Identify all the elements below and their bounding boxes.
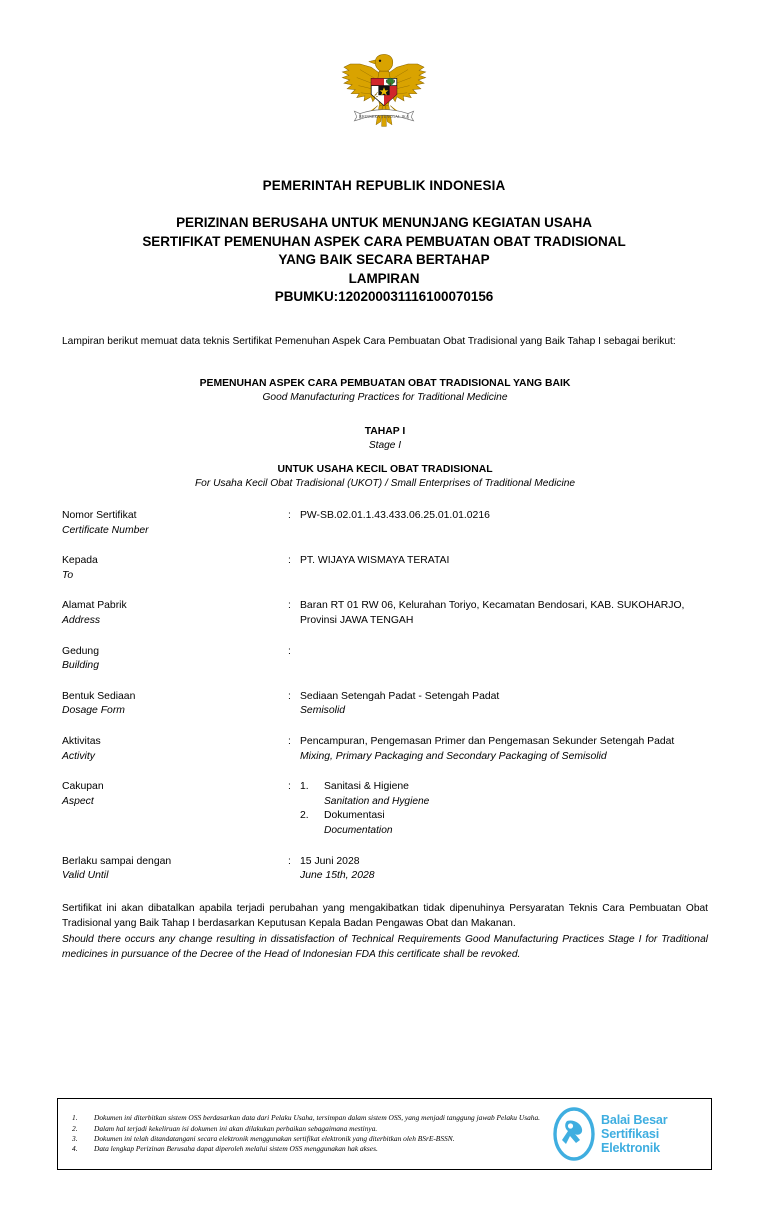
- field-value-en: Semisolid: [300, 705, 346, 717]
- field-row-building: [62, 645, 708, 674]
- aspect-item-en: Sanitation and Hygiene: [324, 795, 430, 807]
- title-line-3: YANG BAIK SECARA BERTAHAP: [278, 252, 490, 267]
- svg-text:BHINNEKA TUNGGAL IKA: BHINNEKA TUNGGAL IKA: [359, 114, 409, 119]
- field-label: [62, 645, 288, 674]
- document-title: [62, 214, 706, 307]
- aspect-item-en: Documentation: [324, 824, 393, 836]
- field-colon: :: [288, 645, 291, 657]
- title-line-1: PERIZINAN BERUSAHA UNTUK MENUNJANG KEGIATAN USAHA: [176, 215, 592, 230]
- bsre-logo-line-3: Elektronik: [601, 1141, 660, 1156]
- field-value: [300, 735, 708, 764]
- list-item: [300, 809, 708, 838]
- field-label: [62, 690, 288, 719]
- pbumku-number: PBUMKU:120200031116100070156: [274, 289, 494, 304]
- field-label-en: Building: [62, 660, 99, 672]
- field-value-en: June 15th, 2028: [300, 870, 375, 882]
- subtitle-scope: [62, 463, 708, 491]
- title-line-2: SERTIFIKAT PEMENUHAN ASPEK CARA PEMBUATAN OBAT TRADISIONAL: [142, 233, 626, 249]
- field-label: [62, 554, 288, 583]
- closing-paragraph-id: Sertifikat ini akan dibatalkan apabila terjadi perubahan yang mengakibatkan tidak dipenuhinya Persyaratan Teknis Cara Pembuatan Obat Tradisional yang Baik Tahap I berdasarkan Keputusan Kepala Badan Pengawas Obat dan Makanan.: [62, 903, 708, 930]
- garuda-pancasila-emblem: [336, 48, 432, 132]
- field-value: [300, 554, 708, 569]
- subtitle-scope-en: For Usaha Kecil Obat Tradisional (UKOT) / Small Enterprises of Traditional Medicine: [194, 478, 576, 489]
- subtitle-stage-id: TAHAP I: [364, 426, 406, 437]
- field-value-id: Pencampuran, Pengemasan Primer dan Pengemasan Sekunder Setengah Padat: [300, 735, 675, 747]
- field-label: [62, 780, 288, 809]
- footer-note: [68, 1124, 549, 1134]
- title-line-4: LAMPIRAN: [348, 270, 420, 286]
- footer-note: [68, 1113, 549, 1123]
- field-row-activity: [62, 735, 708, 764]
- field-label-en: Dosage Form: [62, 705, 125, 717]
- bsre-logo-line-1: Balai Besar: [601, 1112, 668, 1127]
- aspect-item-number: 1.: [300, 781, 309, 793]
- footer-note-number: 4.: [72, 1144, 78, 1154]
- field-row-certificate-number: [62, 509, 708, 538]
- footer-note-text: Dalam hal terjadi kekeliruan isi dokumen ini akan dilakukan perbaikan sebagaimana mestinya.: [94, 1123, 378, 1133]
- field-label-id: Nomor Sertifikat: [62, 510, 137, 521]
- field-colon: :: [288, 555, 291, 567]
- bsre-logo-text: [601, 1113, 667, 1156]
- list-item: [300, 780, 708, 809]
- field-colon: :: [288, 735, 291, 747]
- subtitle-gmp-en: Good Manufacturing Practices for Traditional Medicine: [262, 392, 508, 403]
- field-label-id: Gedung: [62, 645, 99, 657]
- footer-note-text: Dokumen ini telah ditandatangani secara elektronik menggunakan sertifikat elektronik yang diterbitkan oleh BSrE-BSSN.: [94, 1134, 455, 1143]
- aspect-item-id: Dokumentasi: [324, 810, 385, 822]
- field-row-valid-until: [62, 855, 708, 884]
- field-label: [62, 855, 288, 884]
- field-value-en: Mixing, Primary Packaging and Secondary Packaging of Semisolid: [300, 750, 607, 762]
- field-row-recipient: [62, 554, 708, 583]
- field-value-id: 15 Juni 2028: [300, 855, 360, 867]
- footer-note-number: 1.: [72, 1113, 78, 1123]
- field-label-id: Bentuk Sediaan: [62, 690, 136, 702]
- bsre-logo-line-2: Sertifikasi: [601, 1126, 660, 1141]
- field-value: [300, 599, 708, 628]
- footer-note-text: Dokumen ini diterbitkan sistem OSS berdasarkan data dari Pelaku Usaha, tersimpan dalam sistem OSS, yang menjadi tanggung jawab Pelaku Usaha.: [94, 1113, 540, 1123]
- certificate-fields: [62, 509, 708, 900]
- field-colon: :: [288, 855, 291, 867]
- field-label: [62, 509, 288, 538]
- field-colon: :: [288, 781, 291, 793]
- emblem-container: [0, 48, 768, 137]
- subtitle-gmp: [62, 377, 708, 405]
- aspect-list: [300, 780, 708, 838]
- field-value: [300, 509, 708, 524]
- field-label-en: Certificate Number: [62, 524, 149, 536]
- subtitle-stage: [62, 425, 708, 453]
- document-header: [62, 178, 706, 307]
- subtitle-gmp-id: PEMENUHAN ASPEK CARA PEMBUATAN OBAT TRADISIONAL YANG BAIK: [199, 378, 571, 389]
- aspect-item-number: 2.: [300, 810, 309, 822]
- field-label-id: Alamat Pabrik: [62, 600, 127, 612]
- closing-paragraph: [62, 901, 708, 963]
- bsre-seal-icon: [553, 1107, 595, 1161]
- field-value: [300, 645, 708, 660]
- field-colon: :: [288, 690, 291, 702]
- field-label-id: Berlaku sampai dengan: [62, 855, 172, 867]
- footer-note-number: 3.: [72, 1134, 78, 1143]
- footer-note: [68, 1144, 549, 1154]
- field-label: [62, 735, 288, 764]
- field-label-id: Cakupan: [62, 781, 104, 793]
- field-label-id: Kepada: [62, 555, 98, 567]
- field-colon: :: [288, 600, 291, 612]
- field-value-id: Baran RT 01 RW 06, Kelurahan Toriyo, Kecamatan Bendosari, KAB. SUKOHARJO, Provinsi JAWA TENGAH: [300, 600, 685, 626]
- government-line: PEMERINTAH REPUBLIK INDONESIA: [262, 178, 506, 193]
- field-row-aspect: [62, 780, 708, 838]
- field-label-id: Aktivitas: [62, 735, 101, 747]
- field-label: [62, 599, 288, 628]
- field-row-address: [62, 599, 708, 628]
- field-value: [300, 690, 708, 719]
- intro-paragraph: Lampiran berikut memuat data teknis Sertifikat Pemenuhan Aspek Cara Pembuatan Obat Tradisional yang Baik Tahap I sebagai berikut:: [62, 336, 676, 347]
- closing-paragraph-en: Should there occurs any change resulting in dissatisfaction of Technical Requirements Good Manufacturing Practices Stage I for Traditional medicines in pursuance of the Decree of the Head of Indonesian FDA this certificate shall be revoked.: [62, 933, 708, 961]
- field-value-id: PT. WIJAYA WISMAYA TERATAI: [300, 555, 450, 567]
- field-value: [300, 855, 708, 884]
- footer-note: [68, 1134, 549, 1144]
- footer-notes-box: [57, 1098, 712, 1170]
- field-label-en: To: [62, 569, 74, 581]
- field-value-id: Sediaan Setengah Padat - Setengah Padat: [300, 690, 500, 702]
- field-label-en: Aspect: [62, 795, 94, 807]
- field-value-id: [300, 645, 708, 660]
- bsre-logo: [553, 1107, 711, 1161]
- field-label-en: Address: [62, 614, 101, 626]
- field-value-id: PW-SB.02.01.1.43.433.06.25.01.01.0216: [300, 510, 490, 521]
- field-value: [300, 780, 708, 838]
- footer-note-number: 2.: [72, 1123, 78, 1133]
- footer-note-text: Data lengkap Perizinan Berusaha dapat diperoleh melalui sistem OSS menggunakan hak akses.: [94, 1144, 378, 1154]
- subtitle-stage-en: Stage I: [368, 440, 402, 451]
- footer-notes-list: [58, 1108, 553, 1159]
- subtitle-scope-id: UNTUK USAHA KECIL OBAT TRADISIONAL: [277, 464, 493, 475]
- field-label-en: Valid Until: [62, 870, 109, 882]
- field-colon: :: [288, 510, 291, 521]
- field-label-en: Activity: [62, 750, 95, 762]
- aspect-item-id: Sanitasi & Higiene: [324, 781, 409, 793]
- field-row-dosage-form: [62, 690, 708, 719]
